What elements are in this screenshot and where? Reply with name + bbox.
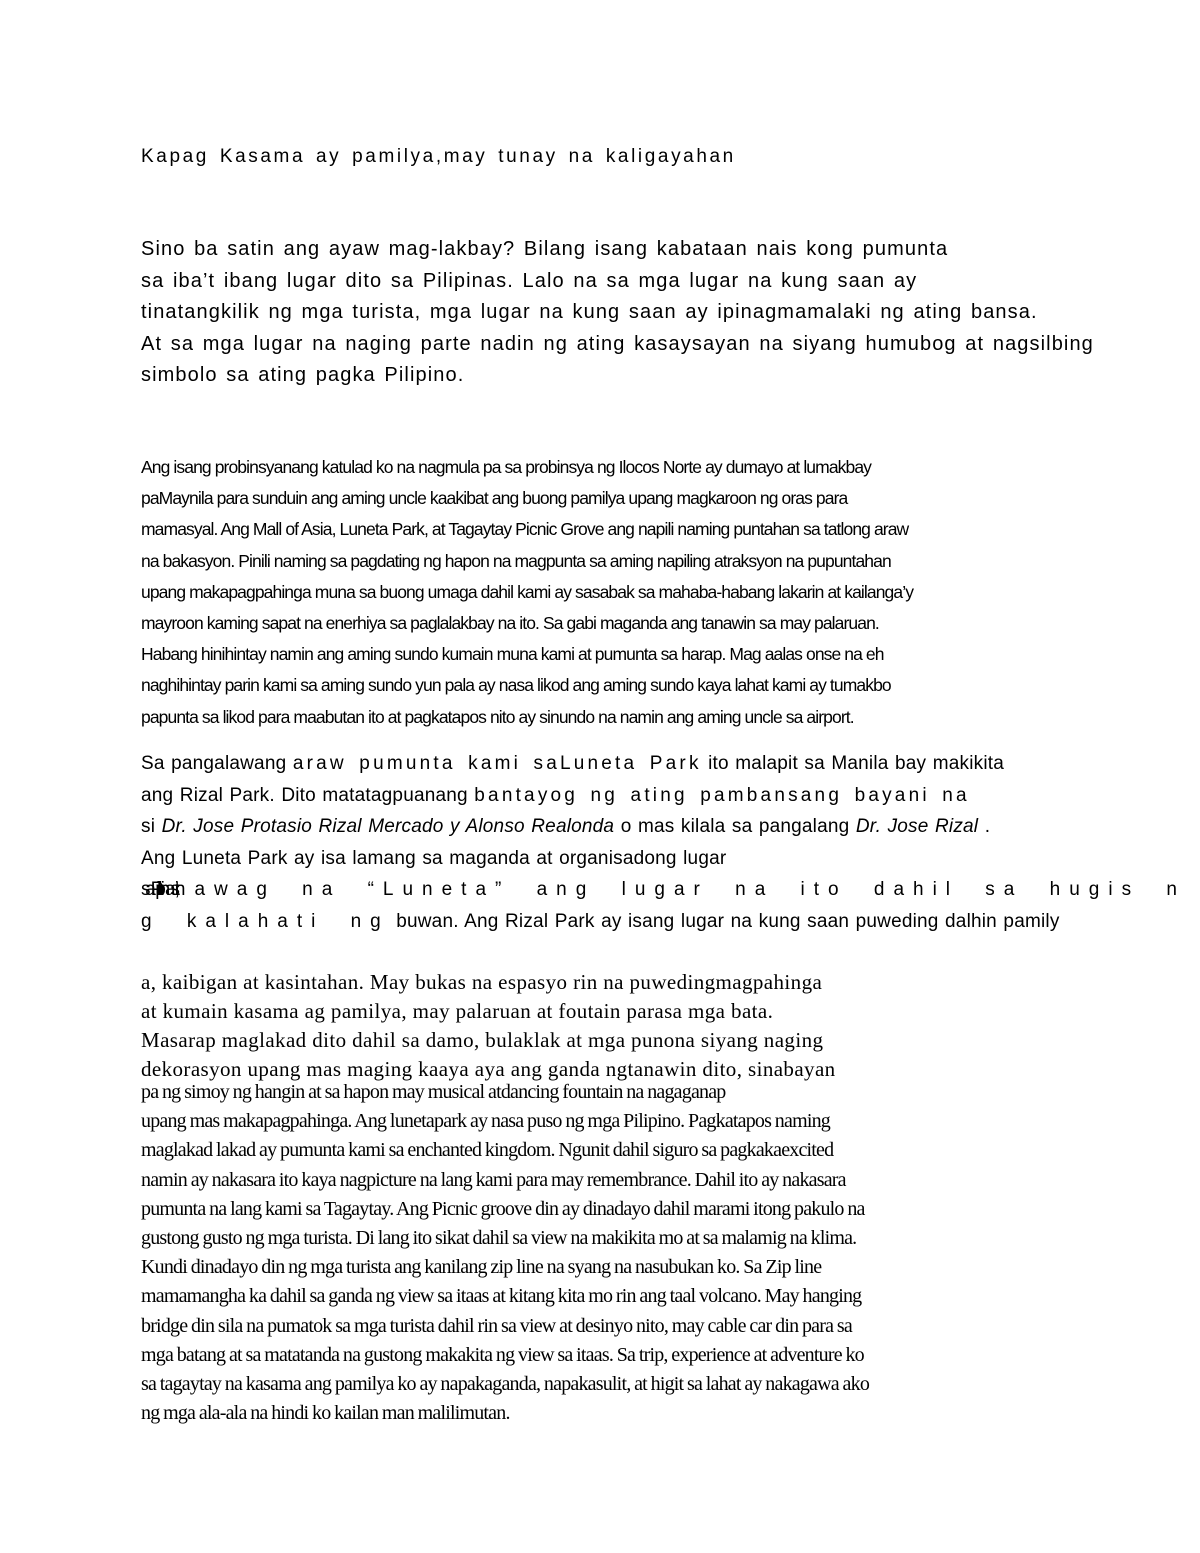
paragraph-line: mamamangha ka dahil sa ganda ng view sa itaas at kitang kita mo rin ang taal volcano. May hanging <box>141 1285 862 1308</box>
text-run: nawag na “Luneta” ang lugar na ito dahil sa hugis n <box>174 879 1186 901</box>
text-run: o mas kilala sa pangalang <box>614 816 856 838</box>
text-run: g kalahati ng <box>141 910 390 932</box>
paragraph-line: sa tagaytay na kasama ang pamilya ko ay napakaganda, napakasulit, at higit sa lahat ay nakagawa ako <box>141 1373 870 1396</box>
paragraph-line: At sa mga lugar na naging parte nadin ng ating kasaysayan na siyang humubog at nagsilbing <box>141 332 1094 355</box>
paragraph-line: Kundi dinadayo din ng mga turista ang kanilang zip line na syang na nasubukan ko. Sa Zip line <box>141 1256 822 1279</box>
paragraph-line: Habang hinihintay namin ang aming sundo kumain muna kami at pumunta sa harap. Mag aalas onse na eh <box>141 644 884 665</box>
paragraph-line <box>141 906 1061 938</box>
paragraph-line: paMaynila para sunduin ang aming uncle kaakibat ang buong pamilya upang magkaroon ng oras para <box>141 488 848 509</box>
text-run: bantayog ng ating pambansang bayani na <box>474 784 970 806</box>
paragraph-5 <box>141 1078 1061 1428</box>
paragraph-line: gustong gusto ng mga turista. Di lang ito sikat dahil sa view na makikita mo at sa malamig na klima. <box>141 1227 857 1250</box>
person-name: Dr. Jose Protasio Rizal Mercado y Alonso Realonda <box>161 816 615 838</box>
text-run: buwan. Ang Rizal Park ay isang lugar na kung saan puweding dalhin pamily <box>389 910 1060 932</box>
paragraph-line: sa iba’t ibang lugar dito sa Pilipinas. Lalo na sa mga lugar na kung saan ay <box>141 269 918 292</box>
paragraph-line: Ang isang probinsyanang katulad ko na nagmula pa sa probinsya ng Ilocos Norte ay dumayo at lumakbay <box>141 457 872 477</box>
paragraph-line: tinatangkilik ng mga turista, mga lugar na kung saan ay ipinagmamalaki ng ating bansa. <box>141 301 1038 323</box>
paragraph-line: na bakasyon. Pinili naming sa pagdating ng hapon na magpunta sa aming napiling atraksyon na pupuntahan <box>141 550 891 571</box>
paragraph-line <box>141 874 1186 906</box>
paragraph-line: namin ay nakasara ito kaya nagpicture na lang kami para may remembrance. Dahil ito ay nakasara <box>141 1168 846 1191</box>
paragraph-line: Sino ba satin ang ayaw mag-lakbay? Bilang isang kabataan nais kong pumunta <box>141 238 949 260</box>
paragraph-2 <box>141 452 1061 733</box>
text-run: saPilipinas,ti <box>141 879 175 901</box>
paragraph-line: pumunta na lang kami sa Tagaytay. Ang Picnic groove din ay dinadayo dahil marami itong pakulo na <box>141 1197 865 1220</box>
text-run: . <box>978 816 991 838</box>
paragraph-line: maglakad lakad ay pumunta kami sa enchanted kingdom. Ngunit dahil siguro sa pagkakaexcited <box>141 1139 834 1162</box>
paragraph-line: at kumain kasama ag pamilya, may palaruan at foutain parasa mga bata. <box>141 999 774 1023</box>
paragraph-line: upang mas makapagpahinga. Ang lunetapark ay nasa puso ng mga Pilipino. Pagkatapos naming <box>141 1110 831 1133</box>
paragraph-line: mga batang at sa matatanda na gustong makakita ng view sa itaas. Sa trip, experience at adventure ko <box>141 1343 864 1366</box>
paragraph-line: Masarap maglakad dito dahil sa damo, bulaklak at mga punona siyang naging <box>141 1028 824 1052</box>
text-run: ang Rizal Park. Dito matatagpuanang <box>141 784 475 806</box>
paragraph-line: a, kaibigan at kasintahan. May bukas na espasyo rin na puwedingmagpahinga <box>141 970 823 994</box>
paragraph-line: upang makapagpahinga muna sa buong umaga dahil kami ay sasabak sa mahaba-habang lakarin at kailanga’y <box>141 581 914 602</box>
paragraph-line: bridge din sila na pumatok sa mga turista dahil rin sa view at desinyo nito, may cable car din para sa <box>141 1314 852 1337</box>
text-run: araw pumunta kami saLuneta Park <box>292 753 702 774</box>
paragraph-line <box>141 748 1061 780</box>
paragraph-line: papunta sa likod para maabutan ito at pagkatapos nito ay sinundo na namin ang aming uncle sa airport. <box>141 706 854 727</box>
paragraph-1 <box>141 234 1094 392</box>
text-run: Sa pangalawang <box>141 753 293 774</box>
text-run: ito malapit sa Manila bay makikita <box>701 753 1004 774</box>
person-name: Dr. Jose Rizal <box>855 816 979 838</box>
paragraph-line: mayroon kaming sapat na enerhiya sa paglalakbay na ito. Sa gabi maganda ang tanawin sa may palaruan. <box>141 613 879 634</box>
paragraph-line: dekorasyon upang mas maging kaaya aya ang ganda ngtanawin dito, sinabayan <box>141 1057 836 1081</box>
paragraph-line <box>141 780 1061 812</box>
paragraph-line: simbolo sa ating pagka Pilipino. <box>141 364 465 386</box>
paragraph-line <box>141 811 1061 843</box>
paragraph-line: naghihintay parin kami sa aming sundo yun pala ay nasa likod ang aming sundo kaya lahat kami ay tumakbo <box>141 675 891 696</box>
paragraph-line: Ang Luneta Park ay isa lamang sa maganda at organisadong lugar <box>141 847 727 869</box>
paragraph-line: ng mga ala-ala na hindi ko kailan man malilimutan. <box>141 1402 510 1425</box>
paragraph-3 <box>141 748 1186 938</box>
text-run: si <box>141 816 162 838</box>
document-title: Kapag Kasama ay pamilya,may tunay na kaligayahan <box>141 146 736 167</box>
paragraph-line: mamasyal. Ang Mall of Asia, Luneta Park, at Tagaytay Picnic Grove ang napili naming puntahan sa tatlong araw <box>141 519 909 540</box>
paragraph-line: pa ng simoy ng hangin at sa hapon may musical atdancing fountain na nagaganap <box>141 1081 726 1103</box>
paragraph-4 <box>141 968 1061 1084</box>
